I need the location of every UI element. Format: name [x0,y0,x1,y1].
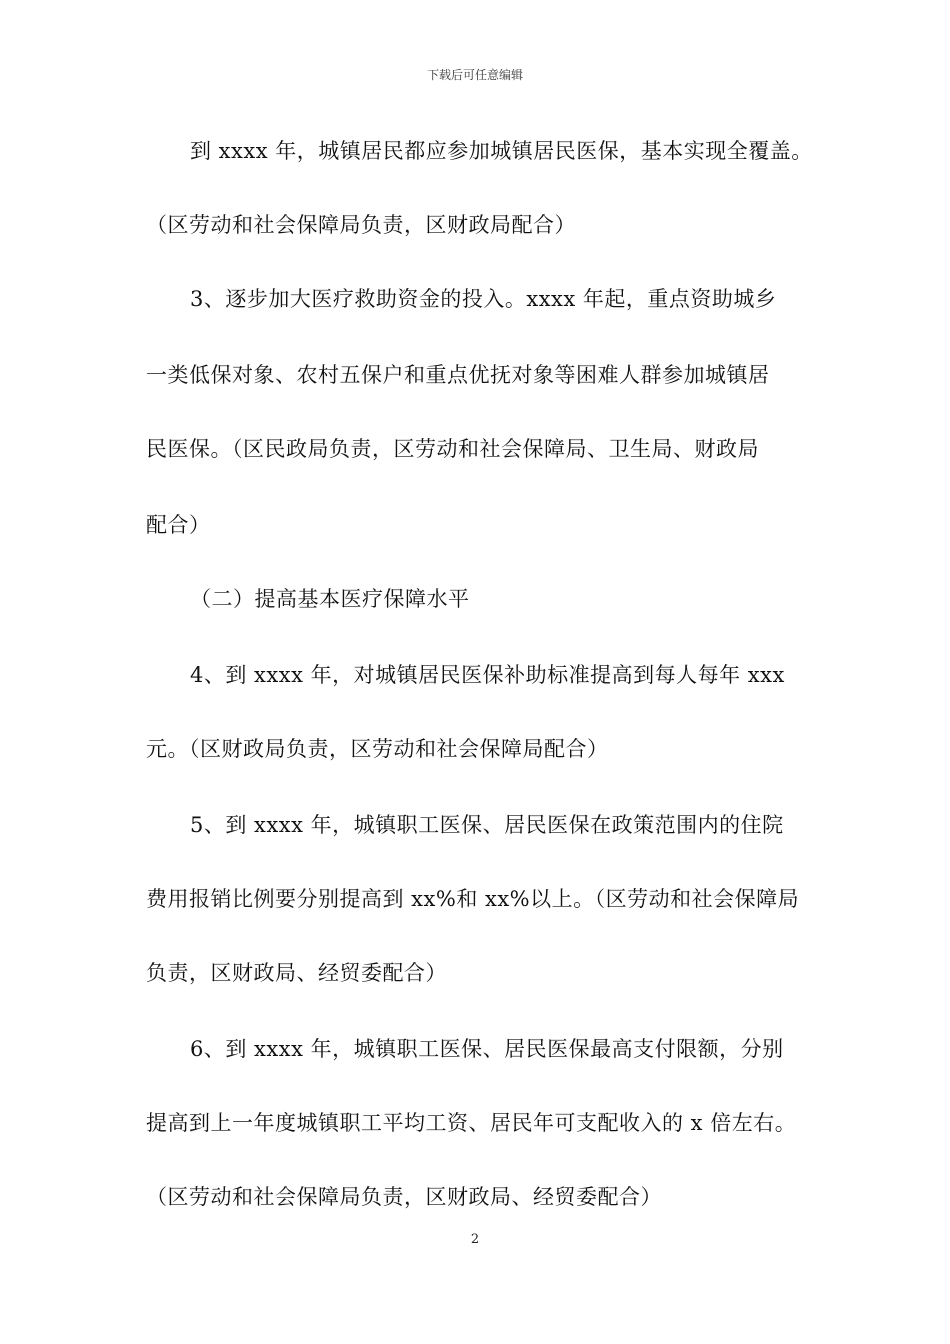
paragraph-line: 到 xxxx 年，城镇居民都应参加城镇居民医保，基本实现全覆盖。 [190,139,813,163]
section-heading: （二）提高基本医疗保障水平 [190,587,470,611]
paragraph-line: 配合） [146,513,211,537]
paragraph-line: 费用报销比例要分别提高到 xx%和 xx%以上。（区劳动和社会保障局 [146,887,800,911]
paragraph-line: （区劳动和社会保障局负责，区财政局、经贸委配合） [146,1185,662,1209]
paragraph-line: 5、到 xxxx 年，城镇职工医保、居民医保在政策范围内的住院 [190,813,784,837]
paragraph-line: 元。（区财政局负责，区劳动和社会保障局配合） [146,737,609,761]
paragraph-line: 4、到 xxxx 年，对城镇居民医保补助标准提高到每人每年 xxx [190,663,785,687]
paragraph-line: 负责，区财政局、经贸委配合） [146,961,447,985]
paragraph-line: 6、到 xxxx 年，城镇职工医保、居民医保最高支付限额，分别 [190,1037,784,1061]
page-header: 下载后可任意编辑 [426,68,523,82]
paragraph-line: 提高到上一年度城镇职工平均工资、居民年可支配收入的 x 倍左右。 [146,1111,797,1135]
paragraph-line: 3、逐步加大医疗救助资金的投入。xxxx 年起，重点资助城乡 [190,287,777,311]
paragraph-line: （区劳动和社会保障局负责，区财政局配合） [146,213,576,237]
paragraph-line: 民医保。（区民政局负责，区劳动和社会保障局、卫生局、财政局 [146,437,759,461]
paragraph-line: 一类低保对象、农村五保户和重点优抚对象等困难人群参加城镇居 [146,363,770,387]
page-number: 2 [470,1232,480,1247]
